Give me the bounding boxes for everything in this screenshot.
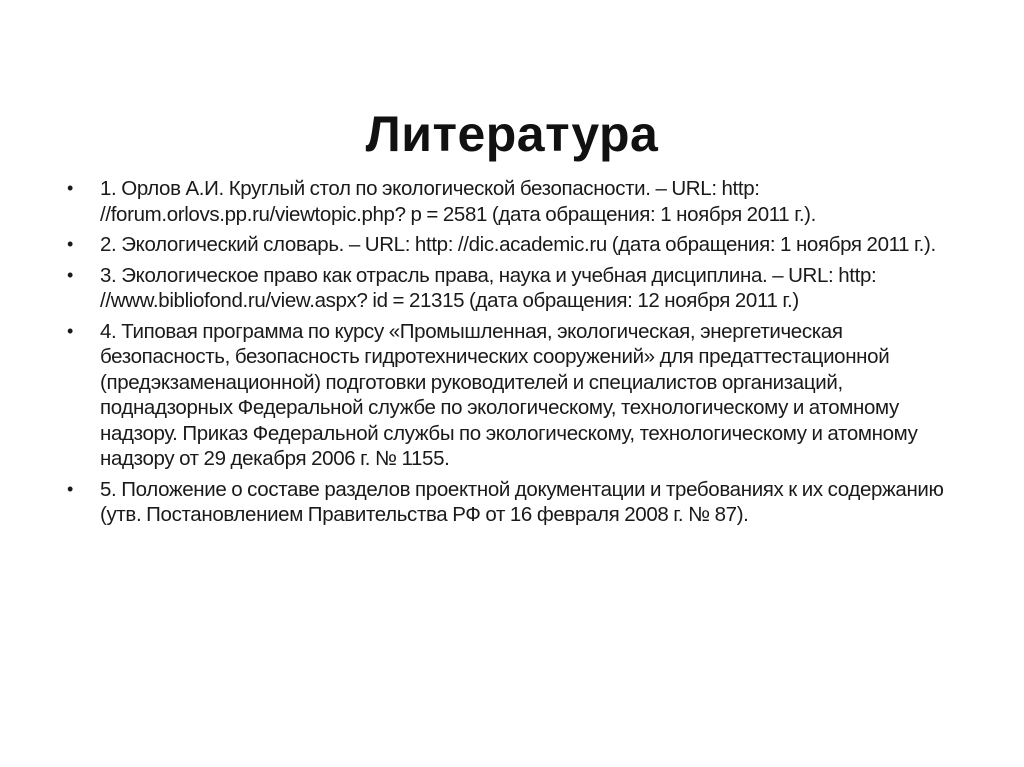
reference-text: 3. Экологическое право как отрасль права, наука и учебная дисциплина. – URL: http: //www.bibliofond.ru/view.aspx? id = 21315 (дата обращения: 12 ноября 2011 г.) xyxy=(100,263,877,312)
reference-text: 4. Типовая программа по курсу «Промышленная, экологическая, энергетическая безопасность, безопасность гидротехнических сооружений» для предаттестационной (предэкзаменационной) подготовки руководителей и специалистов организаций, поднадзорных Федеральной службе по экологическому, технологическому и атомному надзору. Приказ Федеральной службы по экологическому, технологическому и атомному надзору от 29 декабря 2006 г. № 1155. xyxy=(100,319,918,470)
reference-item-2 xyxy=(60,232,970,258)
bullet-icon: • xyxy=(67,320,73,341)
reference-item-1 xyxy=(60,176,970,227)
bullet-icon: • xyxy=(67,234,73,254)
reference-item-5 xyxy=(60,477,970,528)
slide-title: Литература xyxy=(365,105,659,162)
bullet-icon: • xyxy=(67,264,73,285)
reference-text: 2. Экологический словарь. – URL: http: //dic.academic.ru (дата обращения: 1 ноября 2011 г.). xyxy=(100,233,936,256)
reference-list xyxy=(60,176,970,533)
reference-text: 5. Положение о составе разделов проектной документации и требованиях к их содержанию (утв. Постановлением Правительства РФ от 16 февраля 2008 г. № 87). xyxy=(100,477,944,526)
reference-text: 1. Орлов А.И. Круглый стол по экологической безопасности. – URL: http: //forum.orlovs.pp.ru/viewtopic.php? p = 2581 (дата обращения: 1 ноября 2011 г.). xyxy=(100,177,817,226)
reference-item-3 xyxy=(60,263,970,314)
bullet-icon: • xyxy=(67,478,73,499)
reference-item-4 xyxy=(60,319,970,472)
bullet-icon: • xyxy=(67,178,73,198)
